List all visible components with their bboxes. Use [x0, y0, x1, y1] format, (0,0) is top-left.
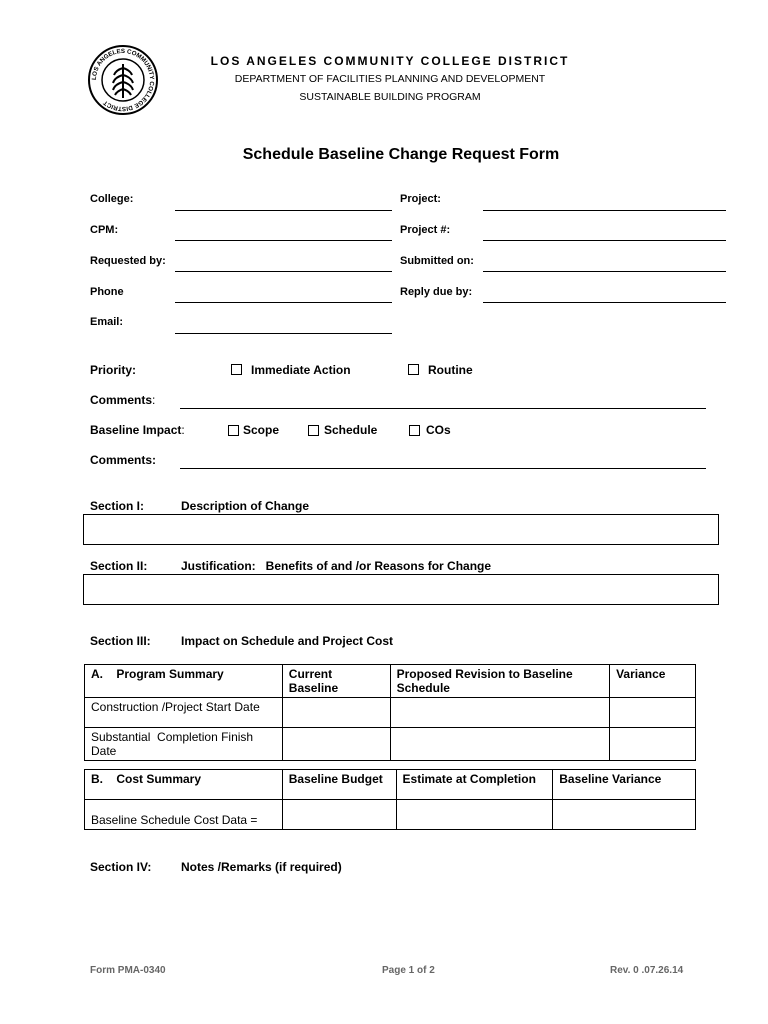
section-1-title: Description of Change: [181, 499, 310, 513]
proposed-revision-header: Proposed Revision to Baseline Schedule: [390, 665, 609, 698]
scope-checkbox[interactable]: [228, 425, 239, 436]
reply-due-by-field[interactable]: [483, 302, 726, 303]
reply-due-by-label: Reply due by:: [400, 286, 473, 298]
program-summary-header: A. Program Summary: [85, 665, 283, 698]
baseline-variance-cell[interactable]: [553, 800, 696, 830]
college-field[interactable]: [175, 210, 392, 211]
phone-field[interactable]: [175, 302, 392, 303]
project-number-field[interactable]: [483, 240, 726, 241]
current-baseline-header: Current Baseline: [282, 665, 390, 698]
submitted-on-field[interactable]: [483, 271, 726, 272]
justification-box[interactable]: [83, 574, 719, 605]
college-label: College:: [90, 193, 134, 205]
priority-label: Priority:: [90, 363, 137, 377]
phone-label: Phone: [90, 286, 124, 298]
baseline-budget-cell[interactable]: [282, 800, 396, 830]
program-name: SUSTAINABLE BUILDING PROGRAM: [299, 91, 481, 103]
start-date-variance-cell[interactable]: [610, 698, 696, 728]
routine-label: Routine: [428, 363, 473, 377]
baseline-impact-label: Baseline Impact:: [90, 423, 185, 437]
section-3-number: Section III:: [90, 634, 151, 648]
scope-label: Scope: [243, 423, 280, 437]
estimate-at-completion-header: Estimate at Completion: [396, 770, 553, 800]
immediate-action-label: Immediate Action: [251, 363, 351, 377]
cos-checkbox[interactable]: [409, 425, 420, 436]
section-1-number: Section I:: [90, 499, 145, 513]
baseline-variance-header: Baseline Variance: [553, 770, 696, 800]
completion-current-cell[interactable]: [282, 728, 390, 761]
table-row: [85, 698, 696, 728]
project-field[interactable]: [483, 210, 726, 211]
comments-field[interactable]: [180, 408, 706, 409]
page-number: Page 1 of 2: [382, 965, 435, 976]
department-name: DEPARTMENT OF FACILITIES PLANNING AND DEVELOPMENT: [234, 73, 546, 85]
section-2-number: Section II:: [90, 559, 148, 573]
comments-label: Comments:: [90, 393, 156, 407]
project-number-label: Project #:: [400, 224, 451, 236]
section-4-title: Notes /Remarks (if required): [181, 860, 342, 874]
requested-by-field[interactable]: [175, 271, 392, 272]
svg-text:LOS ANGELES COMMUNITY COLLEGE: LOS ANGELES COMMUNITY COLLEGE DISTRICT: [90, 47, 156, 113]
completion-variance-cell[interactable]: [610, 728, 696, 761]
form-title: Schedule Baseline Change Request Form: [242, 146, 560, 163]
submitted-on-label: Submitted on:: [400, 255, 474, 267]
table-row: [85, 728, 696, 761]
org-name: LOS ANGELES COMMUNITY COLLEGE DISTRICT: [210, 54, 570, 68]
cost-summary-header-row: [85, 770, 696, 800]
completion-proposed-cell[interactable]: [390, 728, 609, 761]
start-date-current-cell[interactable]: [282, 698, 390, 728]
cost-summary-header: B. Cost Summary: [85, 770, 283, 800]
start-date-proposed-cell[interactable]: [390, 698, 609, 728]
immediate-action-checkbox[interactable]: [231, 364, 242, 375]
form-number: Form PMA-0340: [90, 965, 166, 976]
program-summary-header-row: [85, 665, 696, 698]
cpm-field[interactable]: [175, 240, 392, 241]
section-3-title: Impact on Schedule and Project Cost: [181, 634, 394, 648]
construction-start-date-label: Construction /Project Start Date: [85, 698, 283, 728]
revision-number: Rev. 0 .07.26.14: [610, 965, 684, 976]
baseline-budget-header: Baseline Budget: [282, 770, 396, 800]
email-field[interactable]: [175, 333, 392, 334]
schedule-label: Schedule: [324, 423, 378, 437]
schedule-checkbox[interactable]: [308, 425, 319, 436]
substantial-completion-label: Substantial Completion Finish Date: [85, 728, 283, 761]
cost-summary-table: [84, 769, 696, 830]
program-summary-table: [84, 664, 696, 761]
routine-checkbox[interactable]: [408, 364, 419, 375]
email-label: Email:: [90, 316, 124, 328]
comments-2-field[interactable]: [180, 468, 706, 469]
section-4-number: Section IV:: [90, 860, 152, 874]
variance-header: Variance: [610, 665, 696, 698]
requested-by-label: Requested by:: [90, 255, 166, 267]
comments-2-label: Comments:: [90, 453, 157, 467]
cos-label: COs: [426, 423, 451, 437]
description-of-change-box[interactable]: [83, 514, 719, 545]
cpm-label: CPM:: [90, 224, 119, 236]
baseline-schedule-cost-data-label: Baseline Schedule Cost Data =: [85, 800, 283, 830]
project-label: Project:: [400, 193, 441, 205]
table-row: [85, 800, 696, 830]
section-2-title: Justification: Benefits of and /or Reasons for Change: [181, 559, 492, 573]
estimate-at-completion-cell[interactable]: [396, 800, 553, 830]
